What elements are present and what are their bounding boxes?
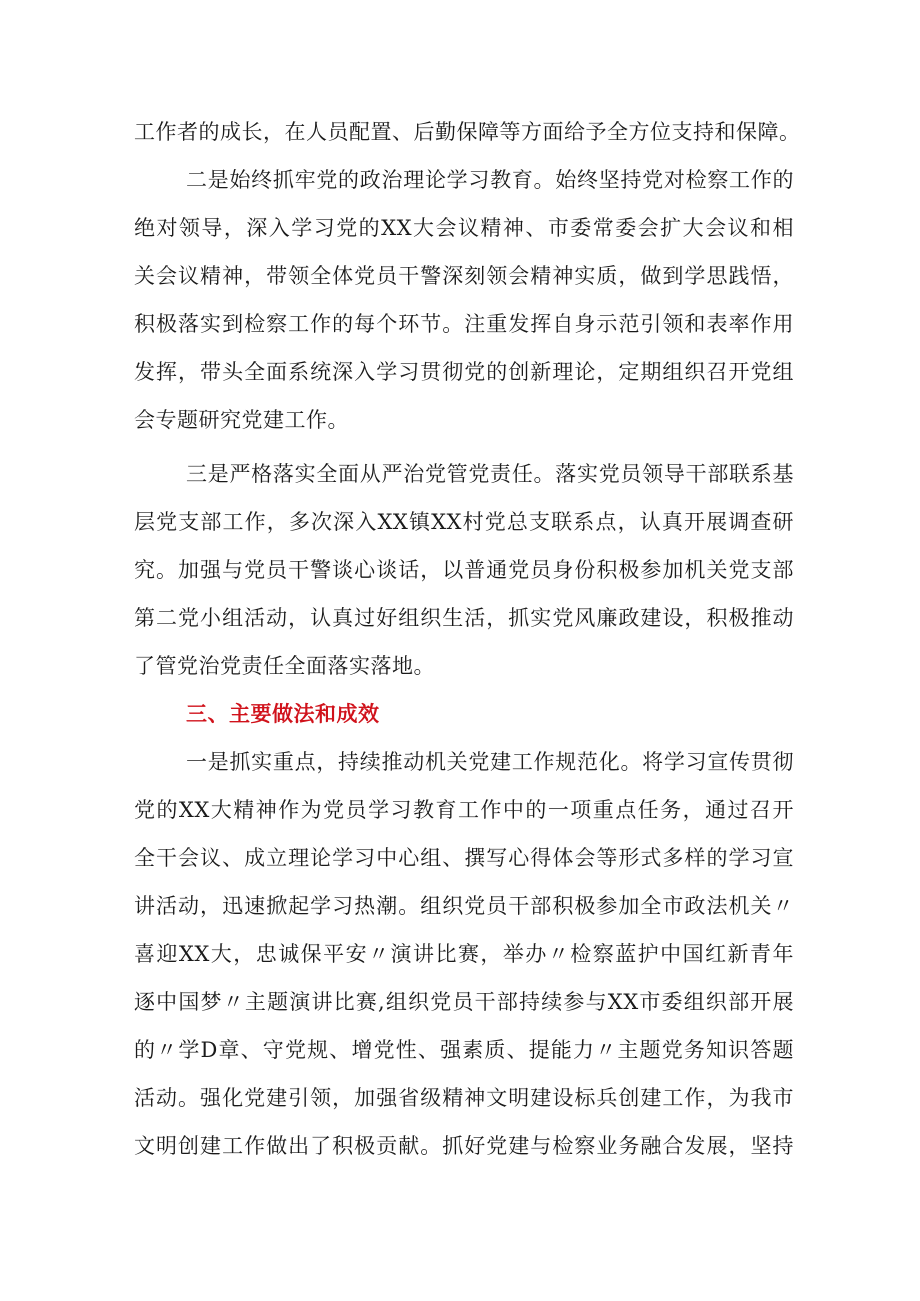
section-heading: 三、主要做法和成效 [186,702,380,726]
paragraph-line: 喜迎XX大，忠诚保平安〃演讲比赛，举办〃检察蓝护中国红新青年 [134,942,794,966]
paragraph-line: 逐中国梦〃主题演讲比赛,组织党员干部持续参与XX市委组织部开展 [134,990,794,1014]
paragraph-line: 会专题研究党建工作。 [134,408,349,432]
paragraph-line: 发挥，带头全面系统深入学习贯彻党的创新理论，定期组织召开党组 [134,360,794,384]
paragraph-line: 第二党小组活动，认真过好组织生活，抓实党风廉政建设，积极推动 [134,606,794,630]
paragraph-line: 党的XX大精神作为党员学习教育工作中的一项重点任务，通过召开 [134,798,794,822]
paragraph-line: 文明创建工作做出了积极贡献。抓好党建与检察业务融合发展，坚持 [134,1134,794,1158]
paragraph-line: 工作者的成长，在人员配置、后勤保障等方面给予全方位支持和保障。 [134,120,801,144]
paragraph-line: 二是始终抓牢党的政治理论学习教育。始终坚持党对检察工作的 [186,168,794,192]
paragraph-line: 了管党治党责任全面落实落地。 [134,654,435,678]
paragraph-line: 的〃学D章、守党规、增党性、强素质、提能力〃主题党务知识答题 [134,1038,794,1062]
paragraph-line: 绝对领导，深入学习党的XX大会议精神、市委常委会扩大会议和相 [134,216,794,240]
paragraph-line: 讲活动，迅速掀起学习热潮。组织党员干部积极参加全市政法机关〃 [134,894,794,918]
paragraph-line: 层党支部工作，多次深入XX镇XX村党总支联系点，认真开展调查研 [134,510,794,534]
paragraph-line: 全干会议、成立理论学习中心组、撰写心得体会等形式多样的学习宣 [134,846,794,870]
paragraph-line: 积极落实到检察工作的每个环节。注重发挥自身示范引领和表率作用 [134,312,794,336]
paragraph-line: 一是抓实重点，持续推动机关党建工作规范化。将学习宣传贯彻 [186,750,794,774]
paragraph-line: 关会议精神，带领全体党员干警深刻领会精神实质，做到学思践悟， [134,264,794,288]
paragraph-line: 究。加强与党员干警谈心谈话，以普通党员身份积极参加机关党支部 [134,558,794,582]
paragraph-line: 三是严格落实全面从严治党管党责任。落实党员领导干部联系基 [186,462,794,486]
paragraph-line: 活动。强化党建引领，加强省级精神文明建设标兵创建工作，为我市 [134,1086,794,1110]
